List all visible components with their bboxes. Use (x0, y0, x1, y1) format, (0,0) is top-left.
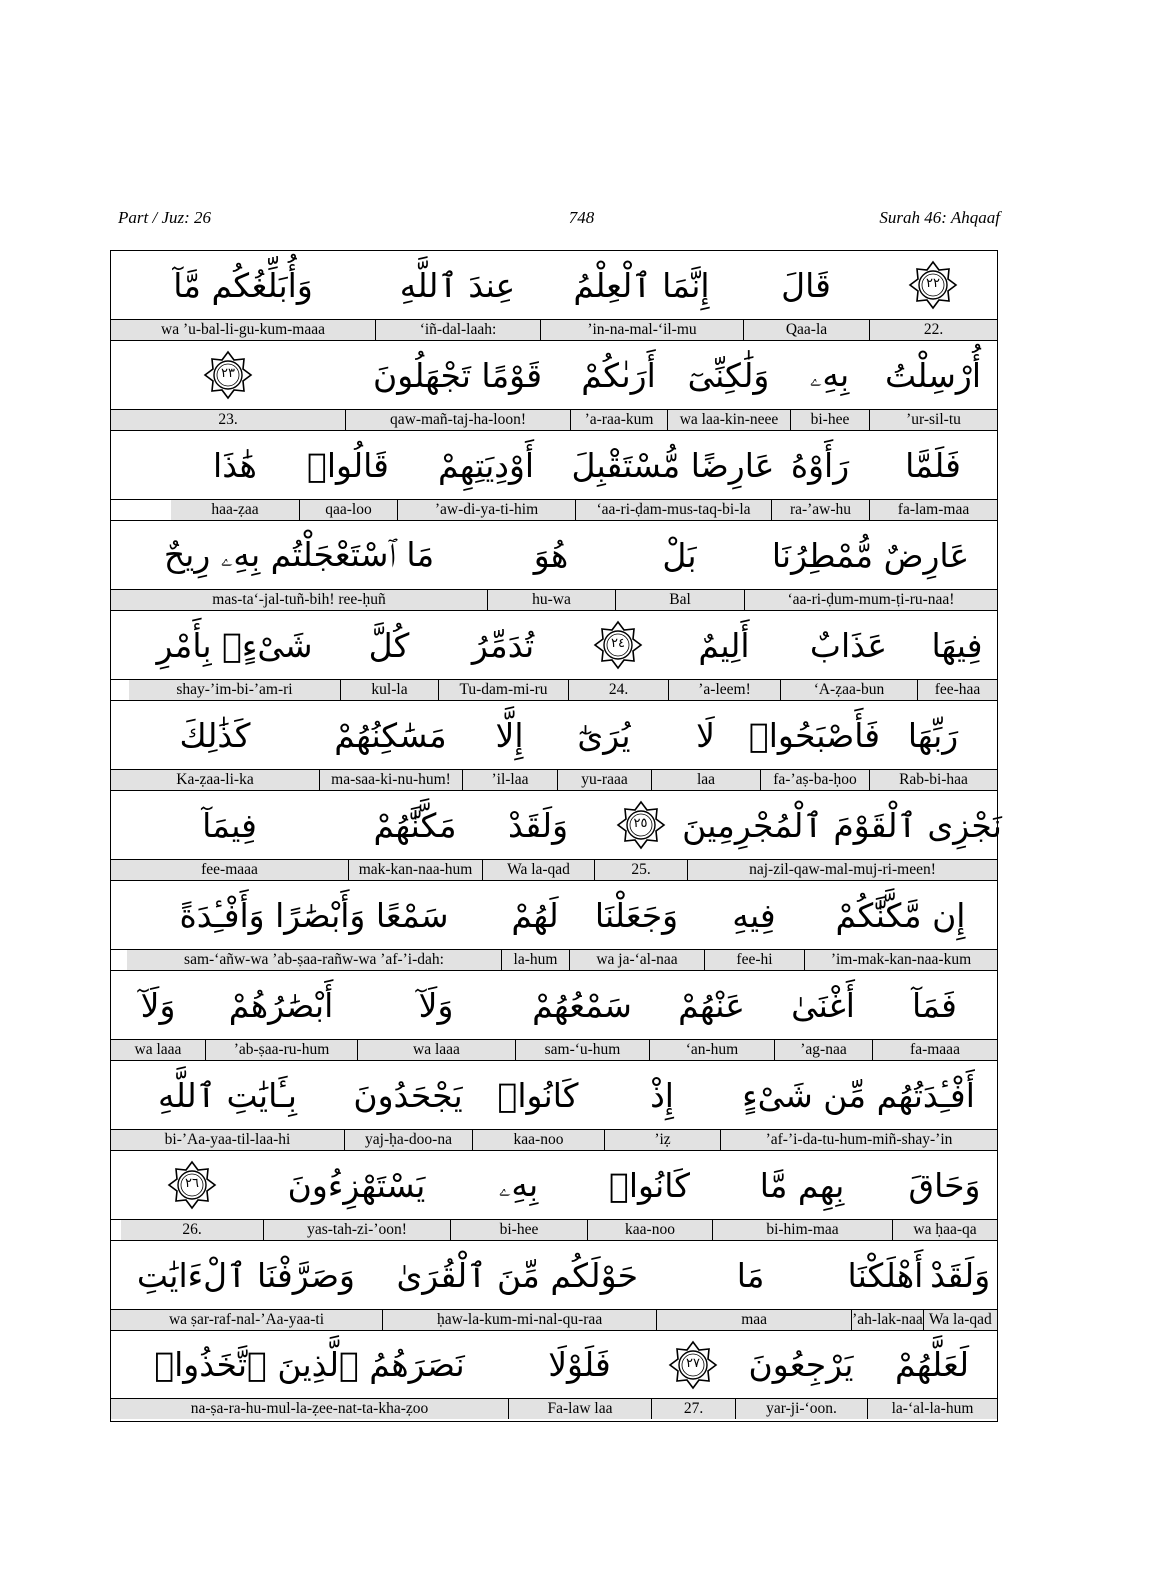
arabic-word: أُرْسِلْتُ (884, 355, 982, 395)
arabic-word: أَلِيمٌ (698, 625, 750, 665)
transliteration-row (111, 770, 997, 790)
transliteration: Rab-bi-haa (869, 770, 997, 790)
arabic-word: مَا ٱسْتَعْجَلْتُم بِهِۦ رِيحٌ (163, 535, 435, 574)
ayah-marker-icon (668, 1340, 718, 1390)
arabic-word: كَانُوا۟ (497, 1075, 579, 1115)
arabic-word: نَصَرَهُمُ ٱلَّذِينَ ٱتَّخَذُوا۟ (154, 1345, 465, 1384)
transliteration-row (111, 860, 997, 880)
arabic-word: سَمْعًا وَأَبْصَٰرًا وَأَفْـِٔدَةً (179, 895, 449, 935)
arabic-row (111, 1331, 997, 1399)
transliteration: ʼin-na-mal-ʻil-mu (540, 320, 743, 340)
transliteration-row (111, 1310, 997, 1330)
transliteration: wa laaa (111, 1040, 205, 1060)
arabic-word: تُدَمِّرُ (471, 625, 535, 665)
arabic-word: وَجَعَلْنَا (594, 895, 679, 935)
arabic-word: يَرْجِعُونَ (748, 1345, 854, 1384)
verse-row (111, 881, 997, 971)
transliteration: na-ṣa-ra-hu-mul-la-ẓee-nat-ta-kha-ẓoo (111, 1399, 508, 1419)
transliteration: bi-him-maa (712, 1220, 892, 1240)
arabic-word: وَلَآ (418, 985, 454, 1025)
transliteration: fa-maaa (872, 1040, 997, 1060)
verse-number-medallion-icon (111, 341, 345, 409)
transliteration: fa-lam-maa (869, 500, 997, 520)
transliteration: hu-wa (487, 590, 615, 610)
verse-number-medallion-icon (568, 611, 668, 679)
arabic-word: هَٰذَا (213, 445, 257, 485)
arabic-word: فَمَآ (912, 985, 957, 1025)
word-by-word-table (110, 250, 1002, 1422)
arabic-word: لَهُمْ (511, 895, 559, 935)
arabic-word: قَالَ (781, 265, 831, 305)
verse-number-label: 27. (651, 1399, 735, 1419)
transliteration: Wa la-qad (923, 1310, 997, 1330)
verse-row (111, 521, 997, 611)
header-surah: Surah 46: Ahqaaf (879, 208, 1000, 227)
transliteration: kul-la (340, 680, 438, 700)
transliteration-row (111, 950, 997, 970)
arabic-word: وَلَقَدْ (508, 805, 569, 845)
transliteration: sam-ʻañw-wa ʼab-ṣaa-rañw-wa ʼaf-ʼi-dah: (127, 950, 501, 970)
arabic-word: كُلَّ (368, 625, 410, 665)
verse-number-label: 24. (568, 680, 668, 700)
arabic-word: فِيهِ (732, 895, 776, 935)
verse-number-label: 23. (111, 410, 345, 430)
transliteration: ḥaw-la-kum-mi-nal-qu-raa (382, 1310, 656, 1330)
transliteration: mas-taʻ-jal-tuñ-bih! ree-ḥuñ (111, 590, 487, 610)
arabic-row (111, 701, 997, 770)
arabic-word: يَجْحَدُونَ (353, 1075, 463, 1115)
verse-number-label: 25. (594, 860, 687, 880)
arabic-word: كَذَٰلِكَ (179, 715, 251, 755)
arabic-word: رَبِّهَا (907, 715, 959, 755)
transliteration: yaj-ḥa-doo-na (344, 1130, 472, 1150)
transliteration: wa ḥaa-qa (892, 1220, 997, 1240)
transliteration: wa laaa (357, 1040, 515, 1060)
transliteration: ʼa-leem! (668, 680, 780, 700)
ayah-marker-icon (908, 260, 958, 310)
arabic-row (111, 341, 997, 410)
transliteration: ʼa-raa-kum (570, 410, 667, 430)
ayah-number: ٢٦ (185, 1176, 199, 1191)
arabic-word: فَأَصْبَحُوا۟ (748, 715, 881, 755)
transliteration: ʻaa-ri-ḍam-mus-taq-bi-la (575, 500, 771, 520)
transliteration: shay-ʼim-bi-ʼam-ri (129, 680, 340, 700)
verse-row (111, 1151, 997, 1241)
transliteration: Bal (615, 590, 744, 610)
transliteration: Ka-ẓaa-li-ka (111, 770, 319, 790)
arabic-row (111, 521, 997, 590)
arabic-word: عِندَ ٱللَّهِ (399, 265, 516, 305)
ayah-number: ٢٢ (926, 276, 940, 291)
verse-row (111, 1331, 997, 1419)
transliteration: ma-saa-ki-nu-hum! (319, 770, 462, 790)
arabic-word: بَلْ (662, 535, 697, 575)
ayah-number: ٢٧ (686, 1355, 700, 1371)
header-juz: Part / Juz: 26 (118, 208, 212, 227)
arabic-word: لَعَلَّهُمْ (894, 1345, 970, 1384)
transliteration: ra-ʼaw-hu (771, 500, 869, 520)
transliteration: naj-zil-qaw-mal-muj-ri-meen! (687, 860, 997, 880)
arabic-word: أَغْنَىٰ (791, 985, 855, 1025)
transliteration: ʼiẓ (604, 1130, 720, 1150)
verse-row (111, 791, 1002, 881)
arabic-word: عَارِضًا مُّسْتَقْبِلَ (571, 445, 775, 485)
transliteration: yas-tah-zi-ʼoon! (263, 1220, 450, 1240)
arabic-word: قَوْمًا تَجْهَلُونَ (373, 355, 542, 395)
arabic-row (111, 251, 997, 320)
transliteration: ʼab-ṣaa-ru-hum (205, 1040, 357, 1060)
transliteration: fee-hi (704, 950, 804, 970)
transliteration: Tu-dam-mi-ru (438, 680, 568, 700)
transliteration: fee-maaa (111, 860, 348, 880)
transliteration: la-ʻal-la-hum (867, 1399, 997, 1419)
transliteration: ʼim-mak-kan-naa-kum (804, 950, 997, 970)
ayah-marker-icon (203, 350, 253, 400)
transliteration: ʻaa-ri-ḍum-mum-ṭi-ru-naa! (744, 590, 997, 610)
transliteration: ʼaf-ʼi-da-tu-hum-miñ-shay-ʼin (720, 1130, 997, 1150)
arabic-word: أَبْصَٰرُهُمْ (228, 985, 334, 1025)
arabic-word: إِذْ (650, 1075, 674, 1115)
transliteration: laa (651, 770, 760, 790)
arabic-word: أَرَىٰكُمْ (581, 355, 656, 395)
arabic-word: وَلَٰكِنِّىٓ (687, 355, 770, 395)
verse-number-medallion-icon (651, 1331, 735, 1398)
transliteration: ʼaw-di-ya-ti-him (397, 500, 575, 520)
transliteration: Qaa-la (743, 320, 869, 340)
arabic-word: فَلَوْلَا (548, 1345, 611, 1384)
transliteration-row (111, 500, 997, 520)
transliteration-row (111, 1130, 997, 1150)
arabic-word: كَانُوا۟ (609, 1165, 690, 1205)
verse-number-medallion-icon (121, 1151, 263, 1219)
arabic-word: وَأُبَلِّغُكُم مَّآ (173, 265, 313, 305)
arabic-word: بِهِۦ (809, 355, 850, 394)
transliteration: kaa-noo (587, 1220, 712, 1240)
arabic-word: مَا (736, 1255, 765, 1295)
transliteration-row (111, 1040, 997, 1060)
transliteration: ʻA-ẓaa-bun (780, 680, 917, 700)
arabic-word: أَهْلَكْنَا (847, 1255, 924, 1295)
arabic-word: عَارِضٌ مُّمْطِرُنَا (771, 535, 970, 575)
arabic-row (111, 971, 997, 1040)
arabic-word: إِنَّمَا ٱلْعِلْمُ (573, 265, 710, 305)
arabic-word: رَأَوْهُ (790, 445, 850, 485)
transliteration: yu-raaa (557, 770, 651, 790)
transliteration: wa ja-ʻal-naa (569, 950, 704, 970)
arabic-word: فِيمَآ (202, 805, 257, 845)
transliteration: ʼag-naa (774, 1040, 872, 1060)
transliteration: ʻiñ-dal-laah: (375, 320, 540, 340)
verse-number-medallion-icon (594, 791, 687, 859)
transliteration: qaw-mañ-taj-ha-loon! (345, 410, 570, 430)
transliteration: haa-ẓaa (171, 500, 299, 520)
arabic-row (111, 431, 997, 500)
transliteration: wa ʼu-bal-li-gu-kum-maaa (111, 320, 375, 340)
arabic-word: نَجْزِى ٱلْقَوْمَ ٱلْمُجْرِمِينَ (682, 805, 1002, 845)
transliteration: ʻan-hum (649, 1040, 774, 1060)
arabic-word: بِهِم مَّا (759, 1165, 845, 1205)
transliteration: yar-ji-ʻoon. (735, 1399, 867, 1419)
transliteration-row (111, 1399, 997, 1419)
transliteration-row (111, 590, 997, 610)
arabic-row (111, 791, 1002, 860)
transliteration: bi-hee (790, 410, 869, 430)
verse-row (111, 611, 997, 701)
verse-row (111, 1061, 997, 1151)
arabic-word: وَلَقَدْ (930, 1255, 991, 1295)
transliteration: qaa-loo (299, 500, 397, 520)
transliteration: Fa-law laa (508, 1399, 651, 1419)
arabic-word: إِن مَّكَّنَّٰكُمْ (835, 895, 966, 935)
verse-row (111, 251, 997, 341)
transliteration: bi-ʼAa-yaa-til-laa-hi (111, 1130, 344, 1150)
transliteration: wa laa-kin-neee (667, 410, 790, 430)
ayah-number: ٢٤ (611, 636, 625, 651)
transliteration: kaa-noo (472, 1130, 604, 1150)
transliteration: la-hum (501, 950, 569, 970)
transliteration: ʼur-sil-tu (869, 410, 997, 430)
arabic-word: أَفْـِٔدَتُهُم مِّن شَىْءٍ (742, 1075, 975, 1115)
verse-row (111, 341, 997, 431)
arabic-word: سَمْعُهُمْ (532, 985, 632, 1025)
arabic-word: قَالُوا۟ (307, 445, 389, 485)
arabic-word: مَسَٰكِنُهُمْ (334, 715, 447, 755)
transliteration-row (111, 1220, 997, 1240)
transliteration: bi-hee (450, 1220, 587, 1240)
arabic-row (111, 611, 997, 680)
verse-number-label: 26. (121, 1220, 263, 1240)
transliteration: maa (656, 1310, 851, 1330)
arabic-word: بِـَٔايَٰتِ ٱللَّهِ (158, 1075, 297, 1115)
arabic-word: عَنْهُمْ (678, 985, 745, 1025)
arabic-word: فَلَمَّا (905, 445, 961, 485)
arabic-word: أَوْدِيَتِهِمْ (437, 445, 535, 485)
transliteration: fa-ʼaṣ-ba-ḥoo (760, 770, 869, 790)
arabic-word: يَسْتَهْزِءُونَ (287, 1165, 426, 1205)
ayah-number: ٢٣ (221, 366, 235, 381)
arabic-word: يُرَىٰٓ (577, 715, 631, 755)
arabic-row (111, 1151, 997, 1220)
transliteration: wa ṣar-raf-nal-ʼAa-yaa-ti (111, 1310, 382, 1330)
transliteration-row (111, 410, 997, 430)
arabic-word: حَوْلَكُم مِّنَ ٱلْقُرَىٰ (396, 1255, 639, 1295)
arabic-row (111, 1241, 997, 1310)
transliteration: mak-kan-naa-hum (348, 860, 482, 880)
arabic-word: فِيهَا (931, 625, 983, 665)
arabic-word: وَلَآ (140, 985, 176, 1025)
arabic-row (111, 881, 997, 950)
arabic-word: لَا (696, 715, 715, 755)
transliteration: sam-ʻu-hum (515, 1040, 649, 1060)
verse-row (111, 431, 997, 521)
transliteration: fee-haa (917, 680, 997, 700)
arabic-row (111, 1061, 997, 1130)
verse-row (111, 701, 997, 791)
transliteration-row (111, 320, 997, 340)
verse-number-medallion-icon (869, 251, 997, 319)
ayah-marker-icon (167, 1160, 217, 1210)
transliteration: Wa la-qad (482, 860, 594, 880)
transliteration-row (111, 680, 997, 700)
verse-row (111, 971, 997, 1061)
arabic-word: بِهِۦ (498, 1165, 539, 1204)
page-number: 748 (568, 208, 595, 227)
arabic-word: هُوَ (533, 535, 569, 575)
arabic-word: مَكَّنَّٰهُمْ (373, 805, 457, 845)
arabic-word: وَحَاقَ (908, 1165, 981, 1205)
arabic-word: عَذَابٌ (809, 625, 888, 665)
verse-number-label: 22. (869, 320, 997, 340)
arabic-word: شَىْءٍۭ بِأَمْرِ (156, 625, 313, 665)
verse-row (111, 1241, 997, 1331)
arabic-word: إِلَّا (495, 715, 524, 755)
ayah-marker-icon (616, 800, 666, 850)
ayah-marker-icon (593, 620, 643, 670)
arabic-word: وَصَرَّفْنَا ٱلْءَايَٰتِ (136, 1255, 355, 1295)
ayah-number: ٢٥ (633, 816, 648, 831)
transliteration: ʼah-lak-naa (852, 1311, 923, 1328)
transliteration: ʼil-laa (462, 770, 557, 790)
